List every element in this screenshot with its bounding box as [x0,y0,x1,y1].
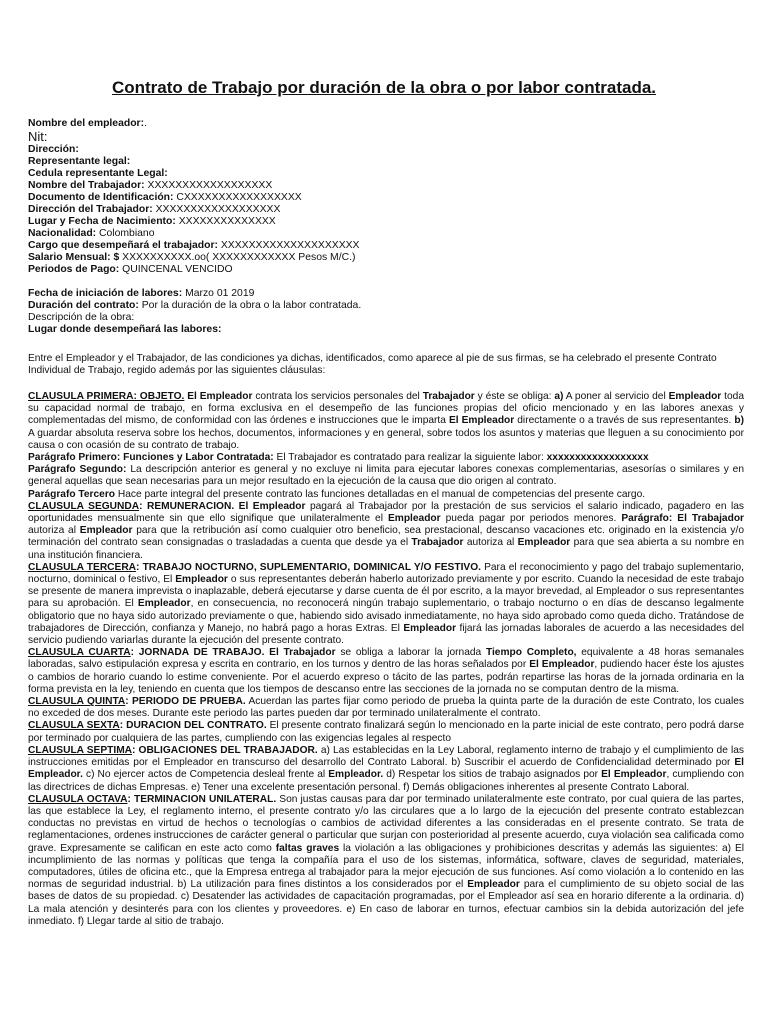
field-position: Cargo que desempeñará el trabajador: XXXXXXXXXXXXXXXXXXXX [28,240,360,251]
clause-6: CLAUSULA SEXTA: DURACION DEL CONTRATO. El presente contrato finalizará según lo mencionado en la parte inicial de este contrato, pero podrá darse por terminado por cualquiera de las partes, cumpliendo con las exigencias legales al respecto [28,720,744,744]
field-duration: Duración del contrato: Por la duración de la obra o la labor contratada. [28,300,362,311]
clause-4: CLAUSULA CUARTA: JORNADA DE TRABAJO. El Trabajador se obliga a laborar la jornada Tiempo Completo, equivalente a 48 horas semanales laboradas, salvo estipulación expresa y escrita en contrario, en los turnos y dentro de las horas señalados por El Empleador, pudiendo hacer éste los ajustes o cambios de horario cuando lo estime conveniente. Por el acuerdo expreso o tácito de las partes, podrán repartirse las horas de la jornada ordinaria en la forma prevista en la ley, teniendo en cuenta que los tiempos de descanso entre las secciones de la jornada no se computan dentro de la misma. [28,647,745,695]
field-worker-name: Nombre del Trabajador: XXXXXXXXXXXXXXXXXX [28,180,273,191]
field-nit: Nit: [28,129,48,144]
clause-7: CLAUSULA SEPTIMA: OBLIGACIONES DEL TRABAJADOR. a) Las establecidas en la Ley Laboral, reglamento interno de trabajo y el cumplimiento de las instrucciones emitidas por el Empleador en transcurso del desarrollo del Contrato Laboral. b) Suscribir el acuerdo de Confidencialidad determinado por El Empleador. c) No ejercer actos de Competencia desleal frente al Empleador. d) Respetar los sitios de trabajo asignados por El Empleador, cumpliendo con las directrices de dichas Empresas. e) Tener una excelente presentación personal. f) Demás obligaciones inherentes al presente Contrato Laboral. [28,744,744,793]
contract-fields [28,118,748,336]
field-legal-rep: Representante legal: [28,156,131,167]
field-nationality: Nacionalidad: Colombiano [28,228,155,239]
field-pay-period: Periodos de Pago: QUINCENAL VENCIDO [28,264,233,275]
field-salary: Salario Mensual: $ XXXXXXXXXX.oo( XXXXXXXXXXXX Pesos M/C.) [28,252,356,263]
field-work-description: Descripción de la obra: [28,312,135,323]
clause-5: CLAUSULA QUINTA: PERIODO DE PRUEBA. Acuerdan las partes fijar como periodo de prueba la quinta parte de la duración de este Contrato, los cuales no exceded de dos meses. Durante este periodo las partes pueden dar por terminado unilateralmente el contrato. [28,696,744,720]
contract-body [28,391,744,928]
field-start-date: Fecha de iniciación de labores: Marzo 01 2019 [28,288,255,299]
clause-2: CLAUSULA SEGUNDA: REMUNERACION. El Empleador pagará al Trabajador por la prestación de sus servicios el salario indicado, pagadero en las oportunidades mensualmente sin que ello signifique que unilateralmente el Empleador pueda pagar por periodos menores. Parágrafo: El Trabajador autoriza al Empleador para que la retribución así como cualquier otro beneficio, sea prestacional, descanso vacaciones etc. originado en la existencia y/o terminación del contrato sean consignadas o trasladadas a cuenta que desde ya el Trabajador autoriza al Empleador para que sea abierta a su nombre en una institución financiera. [28,500,745,561]
field-work-place: Lugar donde desempeñará las labores: [28,324,222,335]
field-id-document: Documento de Identificación: CXXXXXXXXXXXXXXXXX [28,192,302,203]
paragraph-2: Parágrafo Segundo: La descripción anterior es general y no excluye ni limita para ejecutar labores conexas complementarias, asesorías o similares y en general aquellas que sean necesarias para un mejor resultado en la ejecución de la causa que dio origen al contrato. [28,464,745,488]
field-birth: Lugar y Fecha de Nacimiento: XXXXXXXXXXXXXX [28,216,276,227]
intro-paragraph: Entre el Empleador y el Trabajador, de las condiciones ya dichas, identificados, como aparece al pie de sus firmas, se ha celebrado el presente Contrato Individual de Trabajo, regido además por las siguientes cláusulas: [28,353,717,377]
field-legal-rep-id: Cedula representante Legal: [28,168,168,179]
spacer [28,276,748,288]
field-employer-name: Nombre del empleador:. [28,118,147,129]
field-address: Dirección: [28,144,79,155]
paragraph-1: Parágrafo Primero: Funciones y Labor Contratada: El Trabajador es contratado para realizar la siguiente labor: xxxxxxxxxxxxxxxxxx [28,452,649,464]
paragraph-3: Parágrafo Tercero Hace parte integral del presente contrato las funciones detalladas en el manual de competencias del presente cargo. [28,488,646,500]
field-worker-address: Dirección del Trabajador: XXXXXXXXXXXXXXXXXX [28,204,281,215]
clause-1: CLAUSULA PRIMERA: OBJETO. El Empleador contrata los servicios personales del Trabajador y éste se obliga: a) A poner al servicio del Empleador toda su capacidad normal de trabajo, en forma exclusiva en el desempeño de las funciones propias del oficio mencionado y en las labores anexas y complementadas del mismo, de conformidad con las órdenes e instrucciones que le imparta El Empleador directamente o a través de sus representantes. b) A guardar absoluta reserva sobre los hechos, documentos, informaciones y en general, sobre todos los asuntos y materias que lleguen a su conocimiento por causa o con ocasión de su contrato de trabajo. [28,391,744,451]
clause-3: CLAUSULA TERCERA: TRABAJO NOCTURNO, SUPLEMENTARIO, DOMINICAL Y/O FESTIVO. Para el reconocimiento y pago del trabajo suplementario, nocturno, dominical o festivo, El Empleador o sus representantes deberán haberlo autorizado previamente y por escrito. Cuando la necesidad de este trabajo se presente de manera imprevista o inaplazable, deberá ejecutarse y darse cuenta de él por escrito, a la mayor brevedad, al Empleador o sus representantes para su aprobación. El Empleador, en consecuencia, no reconocerá ningún trabajo suplementario, o trabajo nocturno o en días de descanso legalmente obligatorio que no haya sido autorizado previamente o que, habiendo sido avisado inmediatamente, no haya sido aprobado como queda dicho. Tratándose de trabajadores de Dirección, confianza y Manejo, no habrá pago a horas Extras. El Empleador fijará las jornadas laborales de acuerdo a las necesidades del servicio pudiendo variarlas durante la ejecución del presente contrato. [28,561,744,647]
document-title: Contrato de Trabajo por duración de la obra o por labor contratada. [111,78,657,97]
clause-8: CLAUSULA OCTAVA: TERMINACION UNILATERAL. Son justas causas para dar por terminado unilateralmente este contrato, por cual quiera de las partes, las que establece la Ley, el reglamento interno, el presente contrato y/o las circulares que a lo largo de la ejecución del presente contrato establezcan conductas no previstas en virtud de hechos o tecnologías o cambios de actividad diferentes a las consideradas en el presente contrato. Se trata de reglamentaciones, ordenes instrucciones de carácter general o particular que surjan con posterioridad al presente acuerdo, cuya violación sea calificada como grave. Expresamente se califican en este acto como faltas graves la violación a las obligaciones y prohibiciones descritas y además las siguientes: a) El incumplimiento de las normas y políticas que tenga la compañía para el uso de los sistemas, informática, software, claves de seguridad, materiales, computadores, útiles de oficina etc., que la Empresa entrega al trabajador para la mejor ejecución de sus funciones. Así como violación a lo contenido en las normas de seguridad industrial. b) La utilización para fines distintos a los considerados por el Empleador para el cumplimiento de su objeto social de las bases de datos de su propiedad. c) Desatender las actividades de capacitación programadas, por el Empleador así sea en horario diferente a la ordinaria. d) La mala atención y desinterés para con los clientes y proveedores. e) En caso de laborar en turnos, efectuar cambios sin la debida autorización del jefe inmediato. f) Llegar tarde al sitio de trabajo. [28,793,745,927]
